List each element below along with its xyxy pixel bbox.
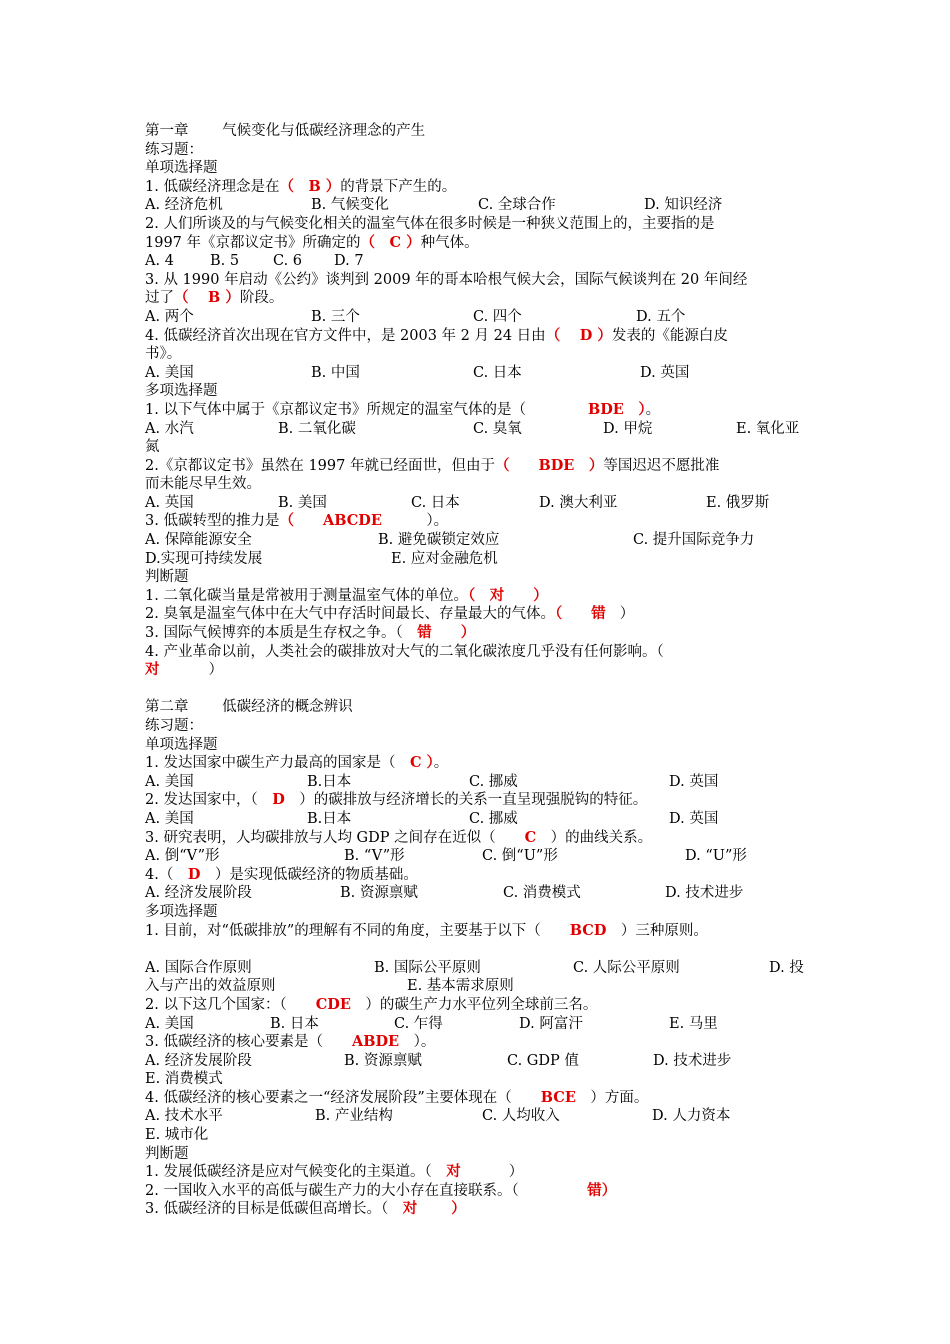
- question: 3. 研究表明，人均碳排放与人均 GDP 之间存在近似（ C ）的曲线关系。: [145, 828, 653, 846]
- question: 3. 从 1990 年启动《公约》谈判到 2009 年的哥本哈根气候大会，国际气候谈判在 20 年间经: [145, 271, 748, 288]
- option: D.实现可持续发展: [145, 550, 263, 567]
- question-cont: 过了（ B ）阶段。: [145, 289, 284, 307]
- answer: （ ABCDE: [279, 512, 382, 530]
- question: 3. 低碳经济的目标是低碳但高增长。（ 对 ）: [145, 1200, 466, 1218]
- option: A. 美国: [145, 773, 194, 790]
- question: 2. 臭氧是温室气体中在大气中存活时间最长、存量最大的气体。（ 错 ）: [145, 605, 635, 623]
- options-row: [145, 364, 825, 383]
- option: B. 产业结构: [315, 1108, 393, 1125]
- option: A. 经济发展阶段: [145, 885, 252, 902]
- answer: 对: [431, 1163, 461, 1181]
- options-row: [145, 550, 825, 569]
- option: D. 人力资本: [652, 1108, 731, 1125]
- question: 1. 以下气体中属于《京都议定书》所规定的温室气体的是（ BDE ）。: [145, 400, 661, 418]
- option: A. 美国: [145, 810, 194, 827]
- options-row: [145, 977, 825, 996]
- question: 2. 一国收入水平的高低与碳生产力的大小存在直接联系。（ 错）: [145, 1181, 617, 1199]
- option: A. 4: [145, 253, 174, 270]
- option: C. 日本: [473, 364, 522, 381]
- option: D. 五个: [636, 308, 686, 325]
- answer: 对 ）: [388, 1200, 466, 1218]
- option: A. 技术水平: [145, 1108, 223, 1125]
- question: 1. 发展低碳经济是应对气候变化的主渠道。（ 对 ）: [145, 1163, 524, 1181]
- question: 4. 低碳经济的核心要素之一“经济发展阶段”主要体现在（ BCE ）方面。: [145, 1088, 649, 1106]
- chapter-1-title: 第一章 气候变化与低碳经济理念的产生: [145, 123, 426, 139]
- option: C. 乍得: [394, 1015, 443, 1032]
- option: C. 消费模式: [503, 885, 581, 902]
- options-row: [145, 196, 825, 215]
- question: 4. 产业革命以前，人类社会的碳排放对大气的二氧化碳浓度几乎没有任何影响。（: [145, 643, 664, 660]
- multi-choice-heading: 多项选择题: [145, 903, 218, 920]
- question: 4. 低碳经济首次出现在官方文件中，是 2003 年 2 月 24 日由（ D ）发表的《能源白皮: [145, 326, 728, 344]
- option: D. 知识经济: [644, 197, 723, 214]
- question: 2. 以下这几个国家：（ CDE ）的碳生产力水平位列全球前三名。: [145, 995, 598, 1013]
- answer: （ B ）: [174, 289, 240, 307]
- option: D. 阿富汗: [519, 1015, 583, 1032]
- question: 1. 低碳经济理念是在（ B ）的背景下产生的。: [145, 177, 457, 195]
- option: B.日本: [307, 773, 352, 790]
- question: 2. 发达国家中，（ D ）的碳排放与经济增长的关系一直呈现强脱钩的特征。: [145, 791, 648, 809]
- option: D. 澳大利亚: [539, 494, 618, 511]
- option: A. 国际合作原则: [145, 959, 252, 976]
- option: A. 美国: [145, 364, 194, 381]
- option: E. 基本需求原则: [407, 978, 514, 995]
- option: B. 气候变化: [311, 197, 389, 214]
- options-row: [145, 308, 825, 327]
- answer: D: [173, 865, 201, 883]
- answer: CDE: [286, 995, 351, 1013]
- answer: BDE ）: [587, 400, 646, 418]
- option: C. 全球合作: [478, 197, 556, 214]
- answer: BCD: [540, 921, 607, 939]
- answer: C ）: [395, 754, 434, 772]
- judge-heading: 判断题: [145, 569, 189, 586]
- option: B. 日本: [270, 1015, 319, 1032]
- option: A. 英国: [145, 494, 194, 511]
- option: B. 中国: [311, 364, 360, 381]
- option: C. 臭氧: [473, 420, 522, 437]
- option: E. 俄罗斯: [706, 494, 770, 511]
- option: B. 国际公平原则: [374, 959, 481, 976]
- question: 2.《京都议定书》虽然在 1997 年就已经面世，但由于（ BDE ）等国迟迟不愿批准: [145, 456, 720, 474]
- option: A. 美国: [145, 1015, 194, 1032]
- option: A. 倒“V”形: [145, 848, 220, 865]
- answer: （ BDE ）: [494, 456, 604, 474]
- option: B. 5: [210, 253, 240, 270]
- answer: BCE: [511, 1088, 576, 1106]
- option: E. 氧化亚: [736, 420, 800, 437]
- option: E. 马里: [669, 1015, 718, 1032]
- option-cont: 氮: [145, 439, 160, 456]
- option: D. 投: [769, 959, 804, 976]
- option: E. 消费模式: [145, 1071, 223, 1088]
- answer: （ B ）: [279, 177, 341, 195]
- option: E. 城市化: [145, 1127, 209, 1144]
- option: C. 挪威: [469, 810, 518, 827]
- option: C. 人际公平原则: [573, 959, 680, 976]
- options-row: [145, 420, 825, 439]
- document-page: [145, 122, 825, 1219]
- spacer: [145, 680, 825, 699]
- answer: 错 ）: [402, 624, 476, 642]
- single-choice-heading: 单项选择题: [145, 160, 218, 177]
- question: 3. 低碳转型的推力是（ ABCDE ）。: [145, 512, 449, 530]
- option: C. 日本: [411, 494, 460, 511]
- options-row: [145, 252, 825, 271]
- option: B. 二氧化碳: [278, 420, 356, 437]
- question: 4.（ D ）是实现低碳经济的物质基础。: [145, 865, 418, 883]
- option: D. 英国: [640, 364, 690, 381]
- question-cont: 对 ）: [145, 661, 223, 679]
- question: 1. 二氧化碳当量是常被用于测量温室气体的单位。（ 对 ）: [145, 586, 548, 604]
- option: A. 水汽: [145, 420, 194, 437]
- question: 3. 低碳经济的核心要素是（ ABDE ）。: [145, 1033, 436, 1051]
- answer: 对: [145, 661, 160, 679]
- answer: （ 对 ）: [467, 586, 548, 604]
- options-row: [145, 884, 825, 903]
- spacer: [145, 940, 825, 959]
- option: D. 7: [334, 253, 364, 270]
- option: A. 经济发展阶段: [145, 1052, 252, 1069]
- option: C. 提升国际竞争力: [633, 532, 755, 549]
- option: D. 甲烷: [603, 420, 653, 437]
- option: D. 英国: [669, 810, 719, 827]
- options-row: [145, 847, 825, 866]
- option: C. 人均收入: [482, 1108, 560, 1125]
- option-cont: 入与产出的效益原则: [145, 978, 276, 995]
- options-row: [145, 1052, 825, 1071]
- answer: （ D ）: [545, 326, 612, 344]
- options-row: [145, 494, 825, 513]
- options-row: [145, 1015, 825, 1034]
- option: C. 挪威: [469, 773, 518, 790]
- option: D. 技术进步: [653, 1052, 732, 1069]
- option: A. 保障能源安全: [145, 532, 252, 549]
- judge-heading: 判断题: [145, 1145, 189, 1162]
- question-cont: 书》。: [145, 346, 182, 363]
- answer: （ 错: [554, 605, 606, 623]
- question: 1. 发达国家中碳生产力最高的国家是（ C ）。: [145, 754, 449, 772]
- chapter-2-title: 第二章 低碳经济的概念辨识: [145, 699, 353, 716]
- single-choice-heading: 单项选择题: [145, 736, 218, 753]
- option: B. 资源禀赋: [340, 885, 418, 902]
- option: B. 避免碳锁定效应: [378, 532, 500, 549]
- practice-label: 练习题：: [145, 141, 203, 158]
- option: D. 英国: [669, 773, 719, 790]
- multi-choice-heading: 多项选择题: [145, 383, 218, 400]
- option: B.日本: [307, 810, 352, 827]
- option: B. 美国: [278, 494, 327, 511]
- option: B. 资源禀赋: [344, 1052, 422, 1069]
- option: C. 6: [273, 253, 303, 270]
- option: C. 倒“U”形: [482, 848, 558, 865]
- answer: C: [495, 828, 537, 846]
- question: 1. 目前，对“低碳排放”的理解有不同的角度，主要基于以下（ BCD ）三种原则。: [145, 921, 708, 939]
- option: D. 技术进步: [665, 885, 744, 902]
- question-cont: 1997 年《京都议定书》所确定的（ C ）种气体。: [145, 233, 479, 251]
- options-row: [145, 810, 825, 829]
- question: 3. 国际气候博弈的本质是生存权之争。（ 错 ）: [145, 624, 476, 642]
- option: C. 四个: [473, 308, 522, 325]
- answer: D: [257, 791, 285, 809]
- option: C. GDP 值: [507, 1052, 579, 1069]
- options-row: [145, 531, 825, 550]
- options-row: [145, 1107, 825, 1126]
- question-cont: 而未能尽早生效。: [145, 476, 261, 493]
- option: A. 经济危机: [145, 197, 223, 214]
- practice-label: 练习题：: [145, 718, 203, 734]
- question: 2. 人们所谈及的与气候变化相关的温室气体在很多时候是一种狭义范围上的，主要指的是: [145, 215, 715, 232]
- option: A. 两个: [145, 308, 194, 325]
- answer: 错）: [538, 1181, 617, 1199]
- answer: ABDE: [322, 1033, 400, 1051]
- option: D. “U”形: [685, 848, 747, 865]
- option: E. 应对金融危机: [391, 550, 498, 567]
- answer: （ C ）: [360, 233, 421, 251]
- option: B. “V”形: [344, 848, 405, 865]
- option: B. 三个: [311, 308, 360, 325]
- options-row: [145, 959, 825, 978]
- options-row: [145, 773, 825, 792]
